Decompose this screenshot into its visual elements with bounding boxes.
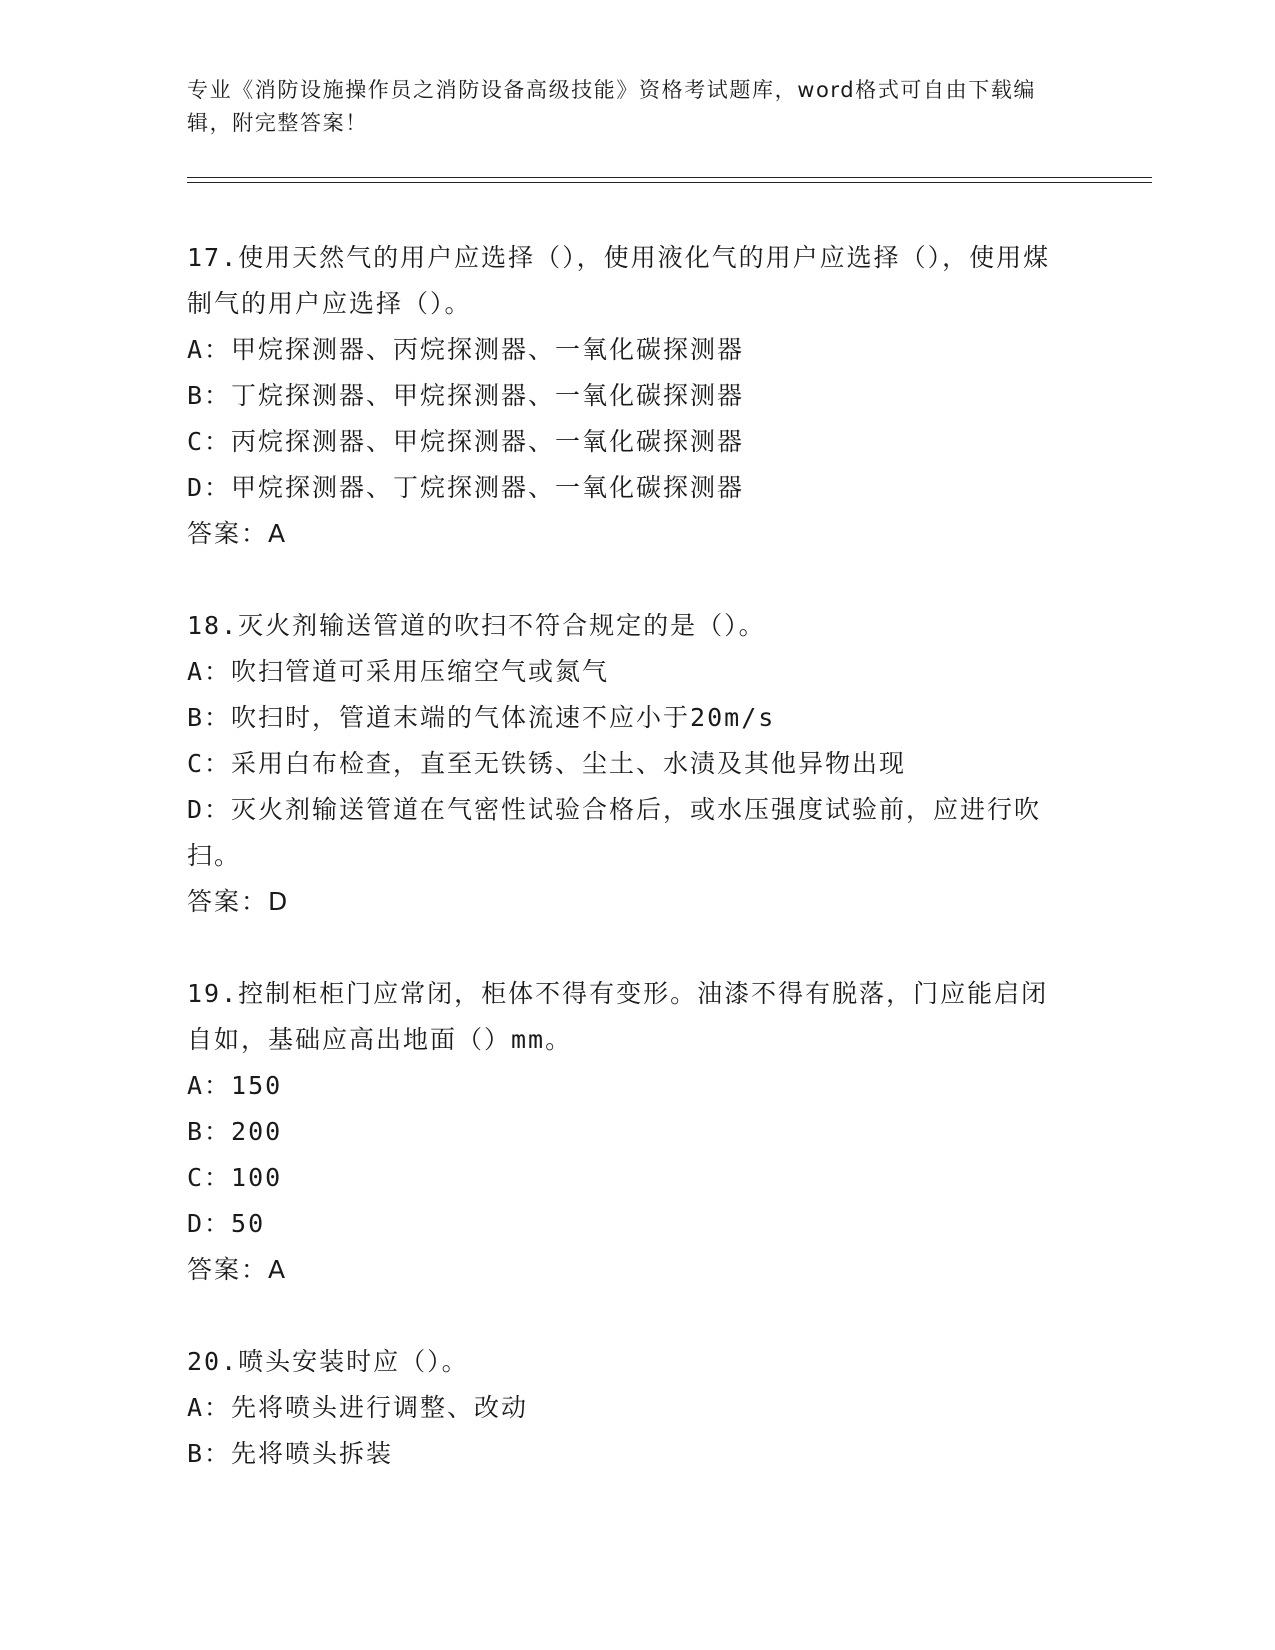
- option-b: B：200: [187, 1117, 283, 1146]
- question-18: [187, 603, 1077, 925]
- question-19: [187, 971, 1077, 1293]
- answer: 答案：D: [187, 887, 290, 916]
- question-stem: 18.灭火剂输送管道的吹扫不符合规定的是（）。: [187, 611, 766, 640]
- question-stem: 20.喷头安装时应（）。: [187, 1347, 469, 1376]
- option-d: D：甲烷探测器、丁烷探测器、一氧化碳探测器: [187, 473, 745, 502]
- question-stem: 19.控制柜柜门应常闭，柜体不得有变形。油漆不得有脱落，门应能启闭自如，基础应高出地面（）mm。: [187, 979, 1049, 1054]
- option-b: B：吹扫时，管道末端的气体流速不应小于20m/s: [187, 703, 776, 732]
- option-a: A：吹扫管道可采用压缩空气或氮气: [187, 657, 610, 686]
- option-d: D：50: [187, 1209, 266, 1238]
- option-b: B：先将喷头拆装: [187, 1439, 394, 1468]
- option-a: A：150: [187, 1071, 283, 1100]
- header-rule-bottom: [187, 182, 1152, 183]
- header-rule-top: [187, 177, 1152, 178]
- option-d: D：灭火剂输送管道在气密性试验合格后，或水压强度试验前，应进行吹扫。: [187, 795, 1042, 870]
- question-17: [187, 235, 1077, 557]
- question-stem: 17.使用天然气的用户应选择（），使用液化气的用户应选择（），使用煤制气的用户应选择（）。: [187, 243, 1051, 318]
- document-header: 专业《消防设施操作员之消防设备高级技能》资格考试题库，word格式可自由下载编辑，附完整答案！: [187, 78, 1037, 135]
- option-c: C：采用白布检查，直至无铁锈、尘土、水渍及其他异物出现: [187, 749, 907, 778]
- answer: 答案：A: [187, 1255, 288, 1284]
- option-c: C：丙烷探测器、甲烷探测器、一氧化碳探测器: [187, 427, 745, 456]
- question-20: [187, 1339, 1077, 1477]
- option-b: B：丁烷探测器、甲烷探测器、一氧化碳探测器: [187, 381, 745, 410]
- answer: 答案：A: [187, 519, 288, 548]
- option-a: A：先将喷头进行调整、改动: [187, 1393, 529, 1422]
- option-a: A：甲烷探测器、丙烷探测器、一氧化碳探测器: [187, 335, 745, 364]
- option-c: C：100: [187, 1163, 283, 1192]
- question-list: [187, 235, 1077, 1523]
